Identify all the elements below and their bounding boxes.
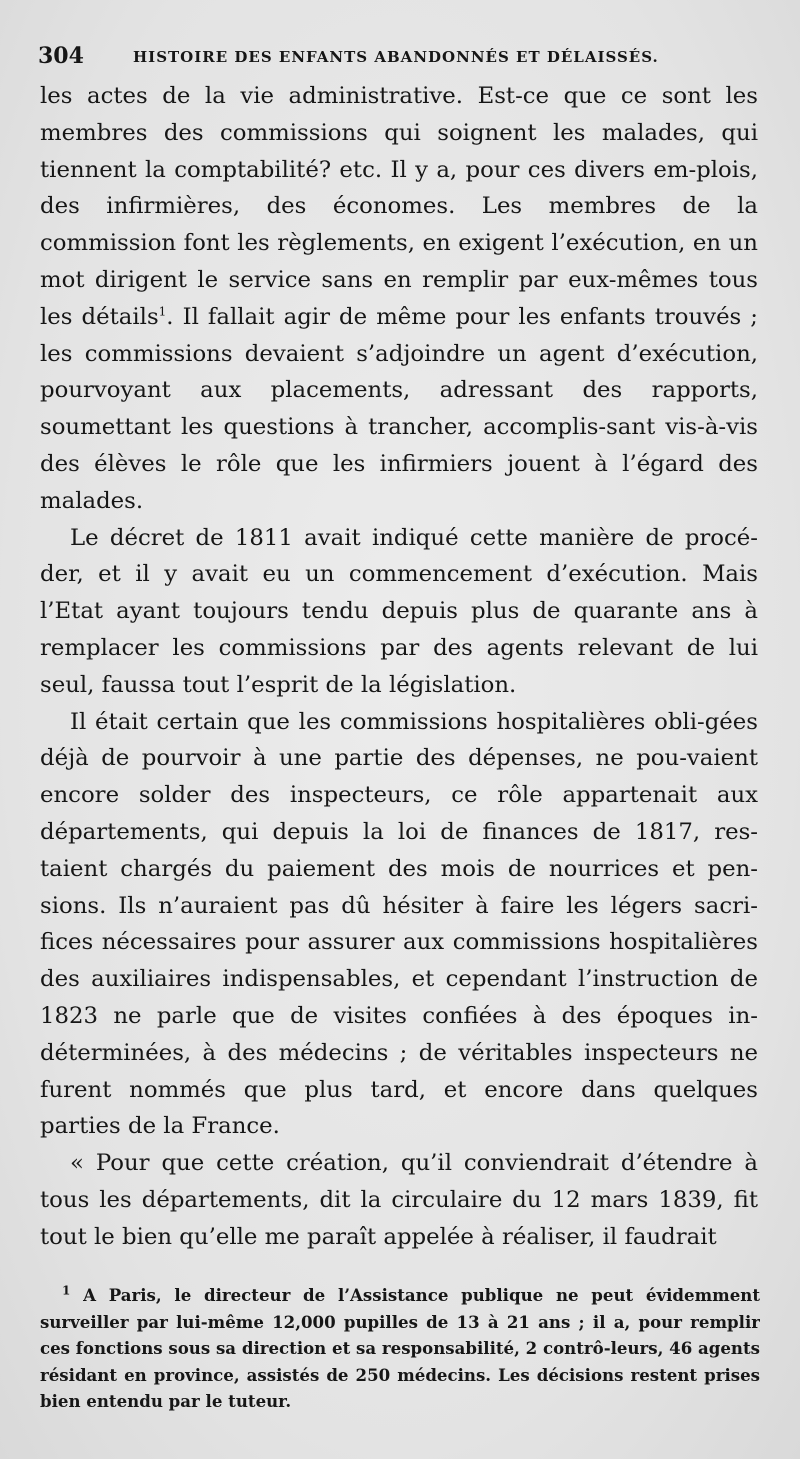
paragraph-3: Il était certain que les commissions hospitalières obli-gées déjà de pourvoir à une partie des dépenses, ne pou-vaient encore solder des inspecteurs, ce rôle appartenait aux départements, qui depuis la loi de finances de 1817, res-taient chargés du paiement des mois de nourrices et pen-sions. Ils n’auraient pas dû hésiter à faire les légers sacri-fices nécessaires pour assurer aux commissions hospitalières des auxiliaires indispensables, et cependant l’instruction de 1823 ne parle que de visites confiées à des époques in-déterminées, à des médecins ; de véritables inspecteurs ne furent nommés que plus tard, et encore dans quelques parties de la France.	[40, 708, 758, 1140]
page-number: 304	[38, 43, 84, 69]
paragraph-4: « Pour que cette création, qu’il conviendrait d’étendre à tous les départements, dit la circulaire du 12 mars 1839, fit tout le bien qu’elle me paraît appelée à réaliser, il faudrait	[40, 1150, 758, 1250]
footnote	[40, 1282, 760, 1415]
page-header	[38, 40, 758, 72]
footnote-reference: 1	[158, 304, 167, 319]
footnote-marker: 1	[62, 1283, 71, 1298]
body-text	[40, 78, 758, 1258]
footnote-block	[40, 1282, 760, 1442]
running-title: HISTOIRE DES ENFANTS ABANDONNÉS ET DÉLAISSÉS.	[133, 48, 659, 66]
paragraph-2: Le décret de 1811 avait indiqué cette manière de procé-der, et il y avait eu un commencement d’exécution. Mais l’Etat ayant toujours tendu depuis plus de quarante ans à remplacer les commissions par des agents relevant de lui seul, faussa tout l’esprit de la législation.	[40, 524, 758, 698]
paragraph-1-continuation: . Il fallait agir de même pour les enfants trouvés ; les commissions devaient s’adjoindre un agent d’exécution, pourvoyant aux placements, adressant des rapports, soumettant les questions à trancher, accomplis-sant vis-à-vis des élèves le rôle que les infirmiers jouent à l’égard des malades.	[40, 303, 758, 514]
paragraph-1-text: les actes de la vie administrative. Est-ce que ce sont les membres des commissions qui soignent les malades, qui tiennent la comptabilité? etc. Il y a, pour ces divers em-plois, des infirmières, des économes. Les membres de la commission font les règlements, en exigent l’exécution, en un mot dirigent le service sans en remplir par eux-mêmes tous les détails	[40, 83, 758, 330]
footnote-text: A Paris, le directeur de l’Assistance publique ne peut évidemment surveiller par lui-même 12,000 pupilles de 13 à 21 ans ; il a, pour remplir ces fonctions sous sa direction et sa responsabilité, 2 contrô-leurs, 46 agents résidant en province, assistés de 250 médecins. Les décisions restent prises bien entendu par le tuteur.	[40, 1285, 760, 1411]
paragraph-1	[40, 78, 758, 520]
